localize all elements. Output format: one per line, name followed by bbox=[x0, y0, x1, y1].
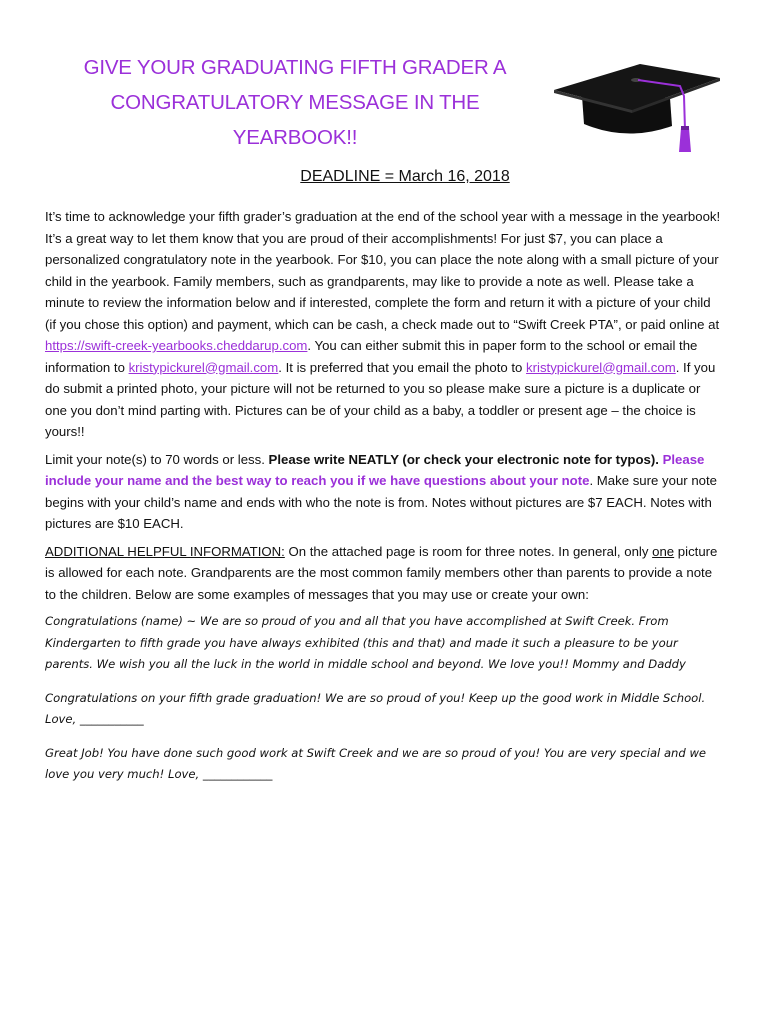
cheddarup-link[interactable]: https://swift-creek-yearbooks.cheddarup.com bbox=[45, 338, 308, 353]
neatly-note: Please write NEATLY (or check your electronic note for typos). bbox=[268, 451, 659, 467]
title-line-2: CONGRATULATORY MESSAGE IN THE bbox=[110, 91, 480, 114]
additional-paragraph bbox=[45, 541, 725, 606]
intro-text-4: . If you do submit a printed photo, your picture will not be returned to you so please make sure a picture is a duplicate or one you don’t mind parting with. Pictures can be of your child as a baby, a toddler or present age – the choice is yours!! bbox=[45, 359, 716, 439]
limit-text-1: Limit your note(s) to 70 words or less. bbox=[45, 451, 269, 467]
title-line-3: YEARBOOK!! bbox=[232, 126, 358, 149]
intro-text-3: . It is preferred that you email the photo to bbox=[278, 359, 527, 375]
additional-heading: ADDITIONAL HELPFUL INFORMATION: bbox=[45, 543, 285, 559]
contact-note: Please include your name and the best way to reach you if we have questions about your note bbox=[45, 451, 705, 488]
additional-text-2: picture is allowed for each note. Grandparents are the most common family members other than parents to provide a note to the children. Below are some examples of messages that you may use or create your own: bbox=[45, 543, 718, 602]
example-message-1: Congratulations (name) ~ We are so proud of you and all that you have accomplished at Swift Creek. From Kindergarten to fifth grade you have always exhibited (this and that) and made it such a pleasure to be your parents. We wish you all the luck in the world in middle school and beyond. We love you!! Mommy and Daddy bbox=[45, 614, 686, 671]
document-body bbox=[45, 206, 725, 798]
example-message-2: Congratulations on your fifth grade graduation! We are so proud of you! Keep up the good work in Middle School. Love, ___________ bbox=[45, 690, 706, 726]
intro-paragraph bbox=[45, 206, 725, 443]
deadline: DEADLINE = March 16, 2018 bbox=[300, 168, 510, 185]
email-link-2[interactable]: kristypickurel@gmail.com bbox=[526, 359, 676, 375]
email-link-1[interactable]: kristypickurel@gmail.com bbox=[128, 359, 279, 375]
limit-paragraph bbox=[45, 449, 725, 535]
limit-text-2: . Make sure your note begins with your child’s name and ends with who the note is from. Notes without pictures are $7 EACH. Notes with pictures are $10 EACH. bbox=[45, 473, 718, 531]
graduation-cap-icon bbox=[552, 60, 722, 155]
title-line-1: GIVE YOUR GRADUATING FIFTH GRADER A bbox=[83, 56, 507, 79]
one-emphasis: one bbox=[652, 543, 675, 559]
page-title bbox=[60, 50, 530, 155]
additional-text-1: On the attached page is room for three notes. In general, only bbox=[284, 543, 653, 559]
example-message-3: Great Job! You have done such good work at Swift Creek and we are so proud of you! You are very special and we love you very much! Love, ____________ bbox=[45, 745, 707, 781]
intro-text-2: . You can either submit this in paper form to the school or email the information to bbox=[45, 338, 698, 375]
intro-text-1: It’s time to acknowledge your fifth grader’s graduation at the end of the school year with a message in the yearbook! It’s a great way to let them know that you are proud of their accomplishments! For just $7, you can place a personalized congratulatory note in the yearbook. For $10, you can place the note along with a small picture of your child in the yearbook. Family members, such as grandparents, may like to provide a note as well. Please take a minute to review the information below and if interested, complete the form and return it with a picture of your child (if you chose this option) and payment, which can be cash, a check made out to “Swift Creek PTA”, or paid online at bbox=[45, 209, 721, 332]
